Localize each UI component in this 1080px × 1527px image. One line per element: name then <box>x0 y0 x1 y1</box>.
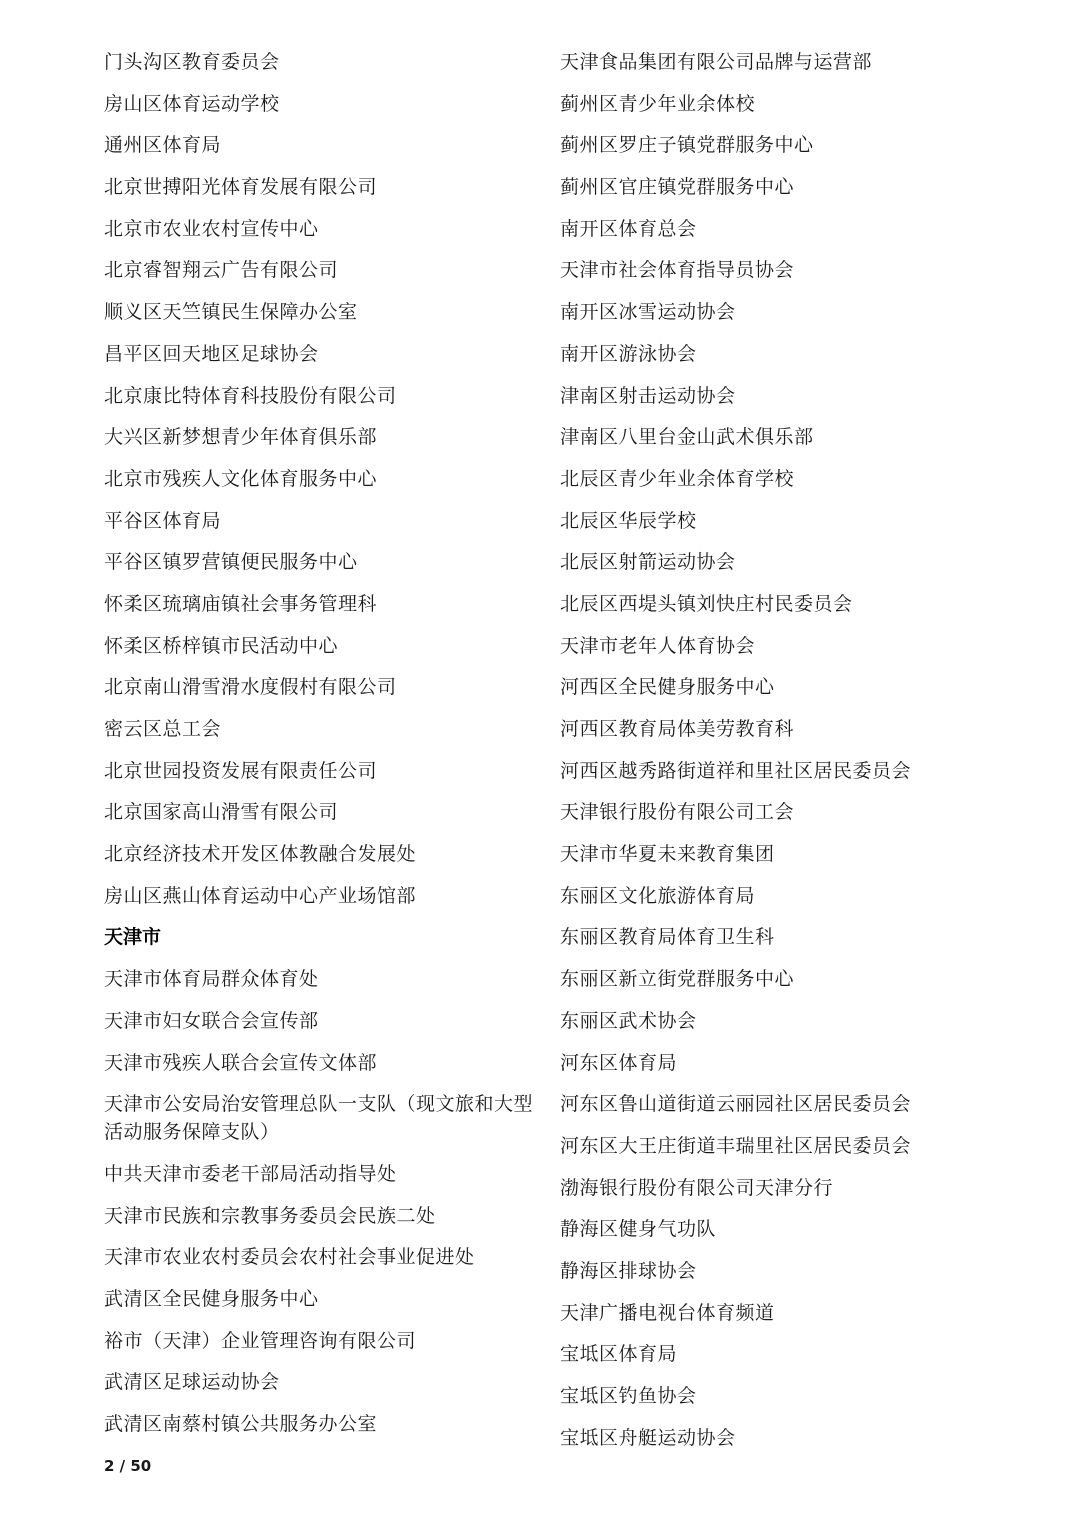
list-item: 顺义区天竺镇民生保障办公室 <box>104 301 358 324</box>
tianjin-list <box>104 965 536 1438</box>
list-item: 大兴区新梦想青少年体育俱乐部 <box>104 426 378 449</box>
list-item: 通州区体育局 <box>104 134 222 157</box>
list-item: 河东区鲁山道街道云丽园社区居民委员会 <box>560 1093 912 1116</box>
list-item: 天津市体育局群众体育处 <box>104 968 319 991</box>
list-item: 东丽区新立街党群服务中心 <box>560 968 795 991</box>
list-item: 天津市民族和宗教事务委员会民族二处 <box>104 1204 436 1227</box>
list-item: 天津市公安局治安管理总队一支队（现文旅和大型活动服务保障支队） <box>104 1093 534 1144</box>
list-item: 裕市（天津）企业管理咨询有限公司 <box>104 1329 417 1352</box>
list-item: 津南区射击运动协会 <box>560 384 736 407</box>
list-item: 天津市华夏未来教育集团 <box>560 843 775 866</box>
list-item: 静海区排球协会 <box>560 1259 697 1282</box>
page-indicator: 2 / 50 <box>104 1457 152 1475</box>
list-item: 天津食品集团有限公司品牌与运营部 <box>560 51 873 73</box>
list-item: 北京市残疾人文化体育服务中心 <box>104 467 378 490</box>
list-item: 天津市妇女联合会宣传部 <box>104 1009 319 1032</box>
list-item: 天津市农业农村委员会农村社会事业促进处 <box>104 1246 475 1269</box>
list-item: 房山区体育运动学校 <box>104 92 280 115</box>
list-item: 天津市社会体育指导员协会 <box>560 259 795 282</box>
list-item: 东丽区文化旅游体育局 <box>560 884 756 907</box>
list-item: 北辰区华辰学校 <box>560 509 697 532</box>
list-item: 北京南山滑雪滑水度假村有限公司 <box>104 676 397 699</box>
right-column <box>560 48 1030 1465</box>
list-item: 北京经济技术开发区体教融合发展处 <box>104 843 417 866</box>
list-item: 天津市老年人体育协会 <box>560 634 756 657</box>
list-item: 北京世搏阳光体育发展有限公司 <box>104 176 378 199</box>
list-item: 蓟州区青少年业余体校 <box>560 92 756 115</box>
list-item: 天津银行股份有限公司工会 <box>560 801 795 824</box>
list-item: 蓟州区官庄镇党群服务中心 <box>560 176 795 199</box>
list-item: 河东区体育局 <box>560 1051 678 1074</box>
list-item: 蓟州区罗庄子镇党群服务中心 <box>560 134 814 157</box>
list-item: 门头沟区教育委员会 <box>104 51 280 73</box>
list-item: 北辰区射箭运动协会 <box>560 551 736 574</box>
section-heading-tianjin: 天津市 <box>104 926 162 949</box>
right-list <box>560 48 1030 1452</box>
list-item: 平谷区镇罗营镇便民服务中心 <box>104 551 358 574</box>
list-item: 河西区全民健身服务中心 <box>560 676 775 699</box>
list-item: 平谷区体育局 <box>104 509 222 532</box>
list-item: 南开区游泳协会 <box>560 342 697 365</box>
list-item: 静海区健身气功队 <box>560 1218 717 1241</box>
list-item: 北京睿智翔云广告有限公司 <box>104 259 339 282</box>
list-item: 密云区总工会 <box>104 718 222 740</box>
list-item: 怀柔区琉璃庙镇社会事务管理科 <box>104 592 378 615</box>
list-item: 宝坻区钓鱼协会 <box>560 1385 697 1407</box>
list-item: 南开区体育总会 <box>560 217 697 240</box>
list-item: 北京康比特体育科技股份有限公司 <box>104 384 397 407</box>
list-item: 中共天津市委老干部局活动指导处 <box>104 1162 397 1185</box>
list-item: 宝坻区体育局 <box>560 1343 678 1366</box>
beijing-list <box>104 48 536 910</box>
list-item: 河东区大王庄街道丰瑞里社区居民委员会 <box>560 1134 912 1157</box>
list-item: 昌平区回天地区足球协会 <box>104 342 319 365</box>
list-item: 武清区全民健身服务中心 <box>104 1287 319 1310</box>
list-item: 东丽区教育局体育卫生科 <box>560 926 775 949</box>
left-column <box>104 48 536 1452</box>
list-item: 南开区冰雪运动协会 <box>560 301 736 324</box>
list-item: 北辰区西堤头镇刘快庄村民委员会 <box>560 592 853 615</box>
list-item: 宝坻区舟艇运动协会 <box>560 1426 736 1449</box>
list-item: 东丽区武术协会 <box>560 1009 697 1032</box>
list-item: 渤海银行股份有限公司天津分行 <box>560 1176 834 1199</box>
list-item: 北辰区青少年业余体育学校 <box>560 467 795 490</box>
list-item: 天津广播电视台体育频道 <box>560 1301 775 1324</box>
list-item: 天津市残疾人联合会宣传文体部 <box>104 1051 378 1074</box>
list-item: 武清区南蔡村镇公共服务办公室 <box>104 1413 378 1435</box>
list-item: 怀柔区桥梓镇市民活动中心 <box>104 634 339 657</box>
list-item: 北京市农业农村宣传中心 <box>104 217 319 240</box>
list-item: 房山区燕山体育运动中心产业场馆部 <box>104 884 417 907</box>
list-item: 北京国家高山滑雪有限公司 <box>104 801 339 824</box>
list-item: 河西区越秀路街道祥和里社区居民委员会 <box>560 759 912 782</box>
list-item: 北京世园投资发展有限责任公司 <box>104 759 378 782</box>
list-item: 津南区八里台金山武术俱乐部 <box>560 426 814 449</box>
list-item: 河西区教育局体美劳教育科 <box>560 718 795 740</box>
list-item: 武清区足球运动协会 <box>104 1371 280 1394</box>
